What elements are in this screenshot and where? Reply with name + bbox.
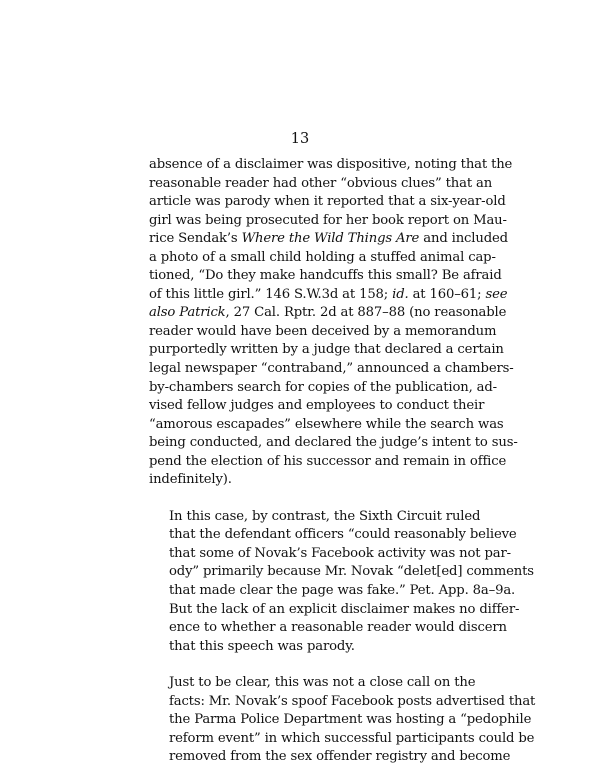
text-line [149, 434, 518, 453]
text-line [149, 748, 511, 767]
text-line [149, 397, 485, 416]
text-run: a photo of a small child holding a stuffed animal cap- [149, 249, 496, 265]
text-run: , 27 Cal. Rptr. 2d at 887–88 (no reasonable [225, 305, 507, 321]
text-run: of this little girl.” 146 S.W.3d at 158; [149, 286, 393, 302]
text-run: that the defendant officers “could reasonably believe [169, 527, 517, 543]
text-run: absence of a disclaimer was dispositive, noting that the [149, 157, 513, 172]
text-run: ence to whether a reasonable reader would discern [169, 620, 507, 636]
text-line [149, 286, 508, 305]
italic-run: see [485, 286, 508, 302]
text-run: and included [419, 231, 508, 247]
text-run: But the lack of an explicit disclaimer makes no differ- [169, 601, 520, 617]
text-run: purportedly written by a judge that declared a certain [149, 342, 504, 358]
text-run: by-chambers search for copies of the publication, ad- [149, 379, 497, 395]
paragraph [149, 674, 536, 767]
text-line [149, 526, 517, 545]
text-line [149, 230, 508, 249]
text-line [149, 453, 507, 472]
text-line [149, 341, 504, 360]
text-line [149, 249, 496, 268]
paragraph [149, 508, 534, 656]
text-run: girl was being prosecuted for her book report on Mau- [149, 212, 507, 228]
text-line [149, 379, 497, 398]
text-line [149, 545, 511, 564]
text-line [149, 175, 493, 194]
text-line [149, 619, 507, 638]
text-line [149, 193, 506, 212]
text-line [149, 563, 534, 582]
text-run: indefinitely). [149, 472, 232, 488]
text-run: reasonable reader had other “obvious clues” that an [149, 175, 493, 191]
text-run: reader would have been deceived by a memorandum [149, 323, 497, 339]
text-run: pend the election of his successor and remain in office [149, 453, 507, 469]
text-line [149, 601, 520, 620]
text-line [149, 582, 516, 601]
text-run: “amorous escapades” elsewhere while the search was [149, 416, 504, 432]
text-line [149, 471, 451, 490]
text-run: legal newspaper “contraband,” announced a chambers- [149, 361, 514, 377]
text-run: In this case, by contrast, the Sixth Circuit ruled [169, 508, 481, 524]
text-line [149, 693, 536, 712]
text-line [149, 156, 513, 175]
text-run: tioned, “Do they make handcuffs this small? Be afraid [149, 268, 502, 284]
text-run: at 160–61; [408, 286, 486, 302]
page-number: 13 [290, 131, 310, 147]
italic-run: id. [392, 286, 409, 302]
text-run: ody” primarily because Mr. Novak “delet[ed] comments [169, 564, 534, 580]
text-line [149, 674, 476, 693]
italic-run: also Patrick [149, 305, 226, 321]
text-run: that this speech was parody. [169, 638, 355, 654]
text-line [149, 267, 502, 286]
text-line [149, 711, 532, 730]
text-line [149, 508, 481, 527]
text-line [149, 212, 507, 231]
paragraph [149, 156, 518, 490]
body-text [149, 156, 536, 767]
text-run: facts: Mr. Novak’s spoof Facebook posts advertised that [169, 693, 536, 709]
text-line [149, 304, 507, 323]
text-run: that some of Novak’s Facebook activity was not par- [169, 545, 511, 561]
italic-run: Where the Wild Things Are [241, 231, 420, 247]
text-line [149, 360, 514, 379]
text-run: removed from the sex offender registry and become [169, 749, 511, 765]
text-line [149, 638, 451, 657]
text-run: reform event” in which successful participants could be [169, 730, 535, 746]
text-run: being conducted, and declared the judge’s intent to sus- [149, 435, 518, 451]
text-run: the Parma Police Department was hosting a “pedophile [169, 712, 532, 728]
text-run: article was parody when it reported that a six-year-old [149, 194, 506, 210]
text-run: Just to be clear, this was not a close call on the [169, 675, 476, 691]
text-run: vised fellow judges and employees to conduct their [149, 398, 485, 414]
text-line [149, 323, 497, 342]
text-run: that made clear the page was fake.” Pet. App. 8a–9a. [169, 583, 516, 599]
text-line [149, 730, 535, 749]
text-line [149, 416, 504, 435]
text-run: rice Sendak’s [149, 231, 242, 247]
